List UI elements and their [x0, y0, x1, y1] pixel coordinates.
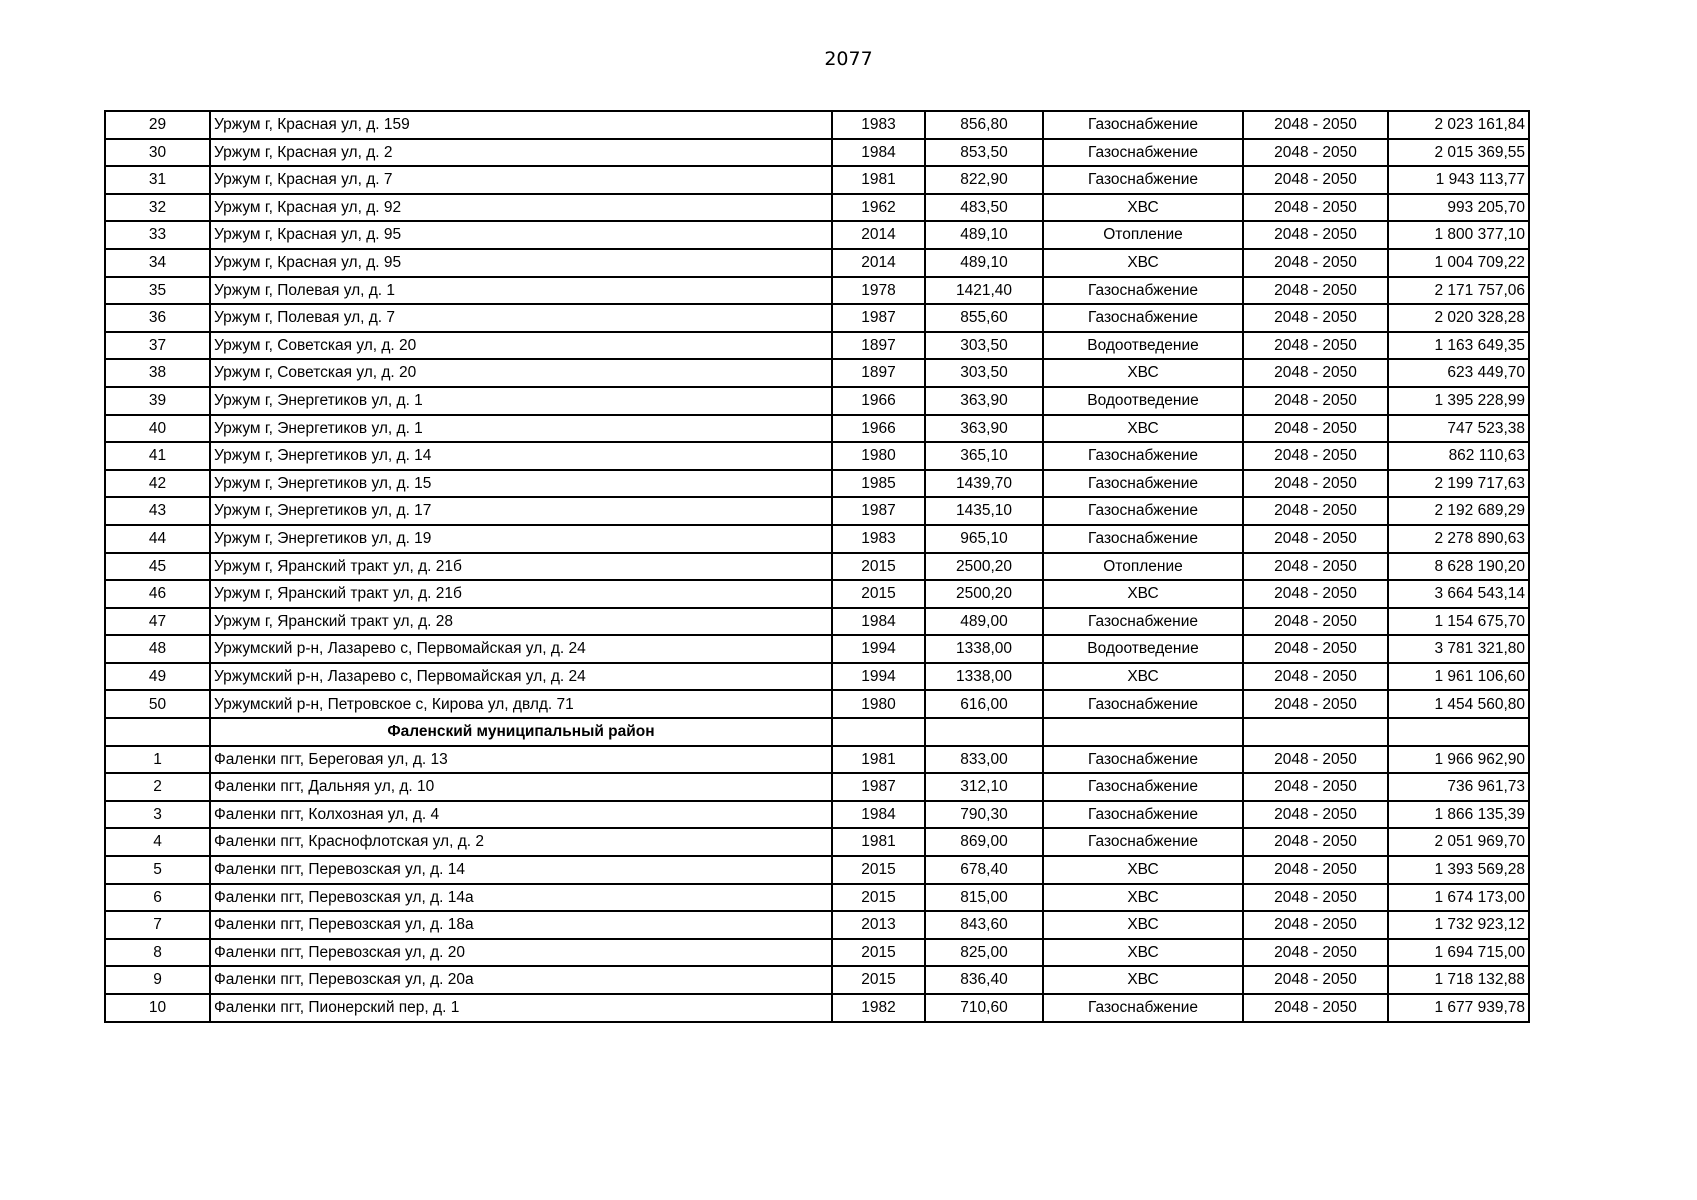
row-number-cell: 50 [105, 690, 210, 718]
area-cell: 1338,00 [925, 663, 1043, 691]
cost-cell: 1 393 569,28 [1388, 856, 1529, 884]
table-row [105, 608, 1529, 636]
cost-cell: 1 674 173,00 [1388, 884, 1529, 912]
section-title: Фаленский муниципальный район [210, 718, 832, 746]
work-type-cell: Газоснабжение [1043, 470, 1243, 498]
row-number-cell: 37 [105, 332, 210, 360]
address-cell: Фаленки пгт, Краснофлотская ул, д. 2 [210, 828, 832, 856]
period-cell: 2048 - 2050 [1243, 690, 1388, 718]
area-cell: 822,90 [925, 166, 1043, 194]
work-type-cell: Водоотведение [1043, 635, 1243, 663]
cost-cell: 2 278 890,63 [1388, 525, 1529, 553]
period-cell: 2048 - 2050 [1243, 635, 1388, 663]
period-cell: 2048 - 2050 [1243, 359, 1388, 387]
work-type-cell: Газоснабжение [1043, 497, 1243, 525]
table-row [105, 773, 1529, 801]
work-type-cell: Водоотведение [1043, 332, 1243, 360]
area-cell: 856,80 [925, 111, 1043, 139]
area-cell: 2500,20 [925, 553, 1043, 581]
address-cell: Уржум г, Полевая ул, д. 1 [210, 277, 832, 305]
row-number-cell: 47 [105, 608, 210, 636]
year-cell: 1983 [832, 111, 925, 139]
area-cell: 1435,10 [925, 497, 1043, 525]
row-number-cell: 30 [105, 139, 210, 167]
work-type-cell: ХВС [1043, 580, 1243, 608]
work-type-cell: Газоснабжение [1043, 111, 1243, 139]
cost-cell: 1 163 649,35 [1388, 332, 1529, 360]
year-cell: 1987 [832, 497, 925, 525]
address-cell: Уржумский р-н, Лазарево с, Первомайская ул, д. 24 [210, 635, 832, 663]
work-type-cell: Отопление [1043, 553, 1243, 581]
table-row [105, 359, 1529, 387]
work-type-cell: Газоснабжение [1043, 166, 1243, 194]
cost-cell: 1 395 228,99 [1388, 387, 1529, 415]
period-cell: 2048 - 2050 [1243, 332, 1388, 360]
year-cell: 1983 [832, 525, 925, 553]
area-cell: 843,60 [925, 911, 1043, 939]
table-row [105, 415, 1529, 443]
row-number-cell: 42 [105, 470, 210, 498]
row-number-cell: 1 [105, 746, 210, 774]
period-cell: 2048 - 2050 [1243, 166, 1388, 194]
row-number-cell [105, 718, 210, 746]
row-number-cell: 9 [105, 966, 210, 994]
year-cell: 2014 [832, 221, 925, 249]
cost-cell: 1 718 132,88 [1388, 966, 1529, 994]
year-cell: 1985 [832, 470, 925, 498]
area-cell: 483,50 [925, 194, 1043, 222]
year-cell: 1897 [832, 332, 925, 360]
year-cell: 1981 [832, 166, 925, 194]
period-cell: 2048 - 2050 [1243, 966, 1388, 994]
cost-cell: 1 943 113,77 [1388, 166, 1529, 194]
period-cell: 2048 - 2050 [1243, 801, 1388, 829]
table-row [105, 801, 1529, 829]
year-cell: 1987 [832, 304, 925, 332]
table-row [105, 332, 1529, 360]
table-row [105, 221, 1529, 249]
address-cell: Уржум г, Яранский тракт ул, д. 28 [210, 608, 832, 636]
work-type-cell: Газоснабжение [1043, 801, 1243, 829]
row-number-cell: 3 [105, 801, 210, 829]
table-row [105, 139, 1529, 167]
work-type-cell: Газоснабжение [1043, 773, 1243, 801]
area-cell: 489,10 [925, 249, 1043, 277]
work-type-cell: ХВС [1043, 966, 1243, 994]
period-cell: 2048 - 2050 [1243, 856, 1388, 884]
work-type-cell: Газоснабжение [1043, 690, 1243, 718]
row-number-cell: 35 [105, 277, 210, 305]
address-cell: Уржум г, Энергетиков ул, д. 14 [210, 442, 832, 470]
area-cell: 365,10 [925, 442, 1043, 470]
year-cell: 1978 [832, 277, 925, 305]
work-type-cell: ХВС [1043, 415, 1243, 443]
housing-repair-table [104, 110, 1530, 1023]
year-cell: 2014 [832, 249, 925, 277]
work-type-cell: Газоснабжение [1043, 746, 1243, 774]
period-cell: 2048 - 2050 [1243, 304, 1388, 332]
work-type-cell: Отопление [1043, 221, 1243, 249]
work-type-cell: ХВС [1043, 856, 1243, 884]
cost-cell: 8 628 190,20 [1388, 553, 1529, 581]
period-cell: 2048 - 2050 [1243, 415, 1388, 443]
period-cell: 2048 - 2050 [1243, 139, 1388, 167]
address-cell: Уржум г, Красная ул, д. 2 [210, 139, 832, 167]
year-cell: 1897 [832, 359, 925, 387]
cost-cell: 1 800 377,10 [1388, 221, 1529, 249]
area-cell: 303,50 [925, 359, 1043, 387]
address-cell: Уржум г, Красная ул, д. 7 [210, 166, 832, 194]
address-cell: Фаленки пгт, Перевозская ул, д. 14 [210, 856, 832, 884]
row-number-cell: 2 [105, 773, 210, 801]
area-cell: 710,60 [925, 994, 1043, 1022]
address-cell: Уржум г, Яранский тракт ул, д. 21б [210, 553, 832, 581]
table-row [105, 442, 1529, 470]
period-cell: 2048 - 2050 [1243, 525, 1388, 553]
row-number-cell: 43 [105, 497, 210, 525]
area-cell: 678,40 [925, 856, 1043, 884]
table-row [105, 690, 1529, 718]
cost-cell: 1 694 715,00 [1388, 939, 1529, 967]
cost-cell: 1 004 709,22 [1388, 249, 1529, 277]
work-type-cell: ХВС [1043, 939, 1243, 967]
cost-cell: 2 020 328,28 [1388, 304, 1529, 332]
area-cell: 825,00 [925, 939, 1043, 967]
cost-cell: 623 449,70 [1388, 359, 1529, 387]
address-cell: Фаленки пгт, Колхозная ул, д. 4 [210, 801, 832, 829]
address-cell: Фаленки пгт, Дальняя ул, д. 10 [210, 773, 832, 801]
cost-cell: 2 023 161,84 [1388, 111, 1529, 139]
table-row [105, 994, 1529, 1022]
table-row [105, 553, 1529, 581]
table-row [105, 387, 1529, 415]
table-row [105, 249, 1529, 277]
cost-cell: 1 866 135,39 [1388, 801, 1529, 829]
row-number-cell: 38 [105, 359, 210, 387]
period-cell: 2048 - 2050 [1243, 939, 1388, 967]
table-row [105, 966, 1529, 994]
period-cell: 2048 - 2050 [1243, 828, 1388, 856]
address-cell: Фаленки пгт, Береговая ул, д. 13 [210, 746, 832, 774]
row-number-cell: 46 [105, 580, 210, 608]
work-type-cell: ХВС [1043, 249, 1243, 277]
table-row [105, 277, 1529, 305]
year-cell [832, 718, 925, 746]
cost-cell: 1 677 939,78 [1388, 994, 1529, 1022]
cost-cell: 1 732 923,12 [1388, 911, 1529, 939]
table-row [105, 497, 1529, 525]
period-cell: 2048 - 2050 [1243, 497, 1388, 525]
area-cell: 363,90 [925, 415, 1043, 443]
table-row [105, 194, 1529, 222]
row-number-cell: 29 [105, 111, 210, 139]
period-cell: 2048 - 2050 [1243, 663, 1388, 691]
cost-cell: 2 171 757,06 [1388, 277, 1529, 305]
address-cell: Уржум г, Яранский тракт ул, д. 21б [210, 580, 832, 608]
cost-cell: 1 454 560,80 [1388, 690, 1529, 718]
period-cell [1243, 718, 1388, 746]
area-cell: 965,10 [925, 525, 1043, 553]
row-number-cell: 34 [105, 249, 210, 277]
period-cell: 2048 - 2050 [1243, 773, 1388, 801]
work-type-cell: Газоснабжение [1043, 608, 1243, 636]
area-cell: 815,00 [925, 884, 1043, 912]
year-cell: 1984 [832, 139, 925, 167]
row-number-cell: 45 [105, 553, 210, 581]
area-cell: 1338,00 [925, 635, 1043, 663]
cost-cell: 2 199 717,63 [1388, 470, 1529, 498]
row-number-cell: 33 [105, 221, 210, 249]
area-cell: 489,00 [925, 608, 1043, 636]
row-number-cell: 32 [105, 194, 210, 222]
table-row [105, 525, 1529, 553]
row-number-cell: 6 [105, 884, 210, 912]
table-row [105, 111, 1529, 139]
work-type-cell: ХВС [1043, 911, 1243, 939]
year-cell: 1962 [832, 194, 925, 222]
table-row [105, 580, 1529, 608]
period-cell: 2048 - 2050 [1243, 277, 1388, 305]
row-number-cell: 39 [105, 387, 210, 415]
row-number-cell: 4 [105, 828, 210, 856]
row-number-cell: 41 [105, 442, 210, 470]
period-cell: 2048 - 2050 [1243, 746, 1388, 774]
address-cell: Уржумский р-н, Петровское с, Кирова ул, двлд. 71 [210, 690, 832, 718]
period-cell: 2048 - 2050 [1243, 911, 1388, 939]
area-cell: 2500,20 [925, 580, 1043, 608]
cost-cell: 3 664 543,14 [1388, 580, 1529, 608]
work-type-cell: Газоснабжение [1043, 277, 1243, 305]
address-cell: Уржум г, Красная ул, д. 159 [210, 111, 832, 139]
period-cell: 2048 - 2050 [1243, 470, 1388, 498]
year-cell: 1987 [832, 773, 925, 801]
work-type-cell: Газоснабжение [1043, 139, 1243, 167]
work-type-cell: ХВС [1043, 884, 1243, 912]
table-row [105, 663, 1529, 691]
area-cell: 1439,70 [925, 470, 1043, 498]
row-number-cell: 7 [105, 911, 210, 939]
year-cell: 1980 [832, 442, 925, 470]
table-row [105, 911, 1529, 939]
table-row [105, 166, 1529, 194]
table-row [105, 635, 1529, 663]
year-cell: 1994 [832, 663, 925, 691]
work-type-cell: Водоотведение [1043, 387, 1243, 415]
work-type-cell [1043, 718, 1243, 746]
address-cell: Фаленки пгт, Перевозская ул, д. 18а [210, 911, 832, 939]
year-cell: 2015 [832, 939, 925, 967]
area-cell: 790,30 [925, 801, 1043, 829]
row-number-cell: 31 [105, 166, 210, 194]
work-type-cell: Газоснабжение [1043, 525, 1243, 553]
period-cell: 2048 - 2050 [1243, 194, 1388, 222]
area-cell: 1421,40 [925, 277, 1043, 305]
work-type-cell: Газоснабжение [1043, 828, 1243, 856]
period-cell: 2048 - 2050 [1243, 249, 1388, 277]
year-cell: 1966 [832, 387, 925, 415]
area-cell: 855,60 [925, 304, 1043, 332]
address-cell: Уржум г, Советская ул, д. 20 [210, 359, 832, 387]
year-cell: 1966 [832, 415, 925, 443]
period-cell: 2048 - 2050 [1243, 608, 1388, 636]
address-cell: Фаленки пгт, Перевозская ул, д. 20 [210, 939, 832, 967]
cost-cell: 993 205,70 [1388, 194, 1529, 222]
cost-cell: 1 961 106,60 [1388, 663, 1529, 691]
row-number-cell: 48 [105, 635, 210, 663]
row-number-cell: 40 [105, 415, 210, 443]
area-cell: 616,00 [925, 690, 1043, 718]
year-cell: 2015 [832, 580, 925, 608]
address-cell: Уржум г, Полевая ул, д. 7 [210, 304, 832, 332]
area-cell: 489,10 [925, 221, 1043, 249]
address-cell: Уржум г, Красная ул, д. 92 [210, 194, 832, 222]
table-row [105, 884, 1529, 912]
cost-cell: 1 154 675,70 [1388, 608, 1529, 636]
address-cell: Уржум г, Энергетиков ул, д. 19 [210, 525, 832, 553]
row-number-cell: 49 [105, 663, 210, 691]
cost-cell: 1 966 962,90 [1388, 746, 1529, 774]
period-cell: 2048 - 2050 [1243, 580, 1388, 608]
cost-cell: 862 110,63 [1388, 442, 1529, 470]
work-type-cell: ХВС [1043, 194, 1243, 222]
area-cell: 312,10 [925, 773, 1043, 801]
table-row [105, 304, 1529, 332]
year-cell: 1982 [832, 994, 925, 1022]
address-cell: Уржум г, Энергетиков ул, д. 1 [210, 387, 832, 415]
year-cell: 1994 [832, 635, 925, 663]
table-row [105, 828, 1529, 856]
year-cell: 2015 [832, 856, 925, 884]
year-cell: 2015 [832, 884, 925, 912]
area-cell: 303,50 [925, 332, 1043, 360]
section-header-row [105, 718, 1529, 746]
period-cell: 2048 - 2050 [1243, 553, 1388, 581]
work-type-cell: Газоснабжение [1043, 994, 1243, 1022]
year-cell: 1984 [832, 608, 925, 636]
work-type-cell: ХВС [1043, 359, 1243, 387]
area-cell: 363,90 [925, 387, 1043, 415]
row-number-cell: 10 [105, 994, 210, 1022]
address-cell: Уржум г, Энергетиков ул, д. 15 [210, 470, 832, 498]
period-cell: 2048 - 2050 [1243, 442, 1388, 470]
year-cell: 2015 [832, 966, 925, 994]
address-cell: Уржум г, Энергетиков ул, д. 1 [210, 415, 832, 443]
cost-cell: 2 051 969,70 [1388, 828, 1529, 856]
cost-cell: 2 015 369,55 [1388, 139, 1529, 167]
address-cell: Уржум г, Красная ул, д. 95 [210, 221, 832, 249]
year-cell: 2013 [832, 911, 925, 939]
year-cell: 1980 [832, 690, 925, 718]
area-cell [925, 718, 1043, 746]
address-cell: Фаленки пгт, Перевозская ул, д. 20а [210, 966, 832, 994]
table-row [105, 470, 1529, 498]
area-cell: 836,40 [925, 966, 1043, 994]
table-row [105, 939, 1529, 967]
period-cell: 2048 - 2050 [1243, 221, 1388, 249]
address-cell: Уржум г, Красная ул, д. 95 [210, 249, 832, 277]
period-cell: 2048 - 2050 [1243, 387, 1388, 415]
period-cell: 2048 - 2050 [1243, 111, 1388, 139]
address-cell: Уржумский р-н, Лазарево с, Первомайская ул, д. 24 [210, 663, 832, 691]
year-cell: 2015 [832, 553, 925, 581]
work-type-cell: ХВС [1043, 663, 1243, 691]
row-number-cell: 36 [105, 304, 210, 332]
area-cell: 833,00 [925, 746, 1043, 774]
row-number-cell: 44 [105, 525, 210, 553]
table-body [105, 111, 1529, 1022]
table-row [105, 856, 1529, 884]
area-cell: 869,00 [925, 828, 1043, 856]
address-cell: Фаленки пгт, Перевозская ул, д. 14а [210, 884, 832, 912]
page-number: 2077 [824, 48, 873, 70]
row-number-cell: 8 [105, 939, 210, 967]
address-cell: Уржум г, Советская ул, д. 20 [210, 332, 832, 360]
address-cell: Фаленки пгт, Пионерский пер, д. 1 [210, 994, 832, 1022]
cost-cell: 3 781 321,80 [1388, 635, 1529, 663]
year-cell: 1981 [832, 828, 925, 856]
work-type-cell: Газоснабжение [1043, 442, 1243, 470]
period-cell: 2048 - 2050 [1243, 884, 1388, 912]
table-row [105, 746, 1529, 774]
cost-cell [1388, 718, 1529, 746]
address-cell: Уржум г, Энергетиков ул, д. 17 [210, 497, 832, 525]
cost-cell: 747 523,38 [1388, 415, 1529, 443]
work-type-cell: Газоснабжение [1043, 304, 1243, 332]
period-cell: 2048 - 2050 [1243, 994, 1388, 1022]
year-cell: 1981 [832, 746, 925, 774]
cost-cell: 736 961,73 [1388, 773, 1529, 801]
cost-cell: 2 192 689,29 [1388, 497, 1529, 525]
row-number-cell: 5 [105, 856, 210, 884]
year-cell: 1984 [832, 801, 925, 829]
area-cell: 853,50 [925, 139, 1043, 167]
